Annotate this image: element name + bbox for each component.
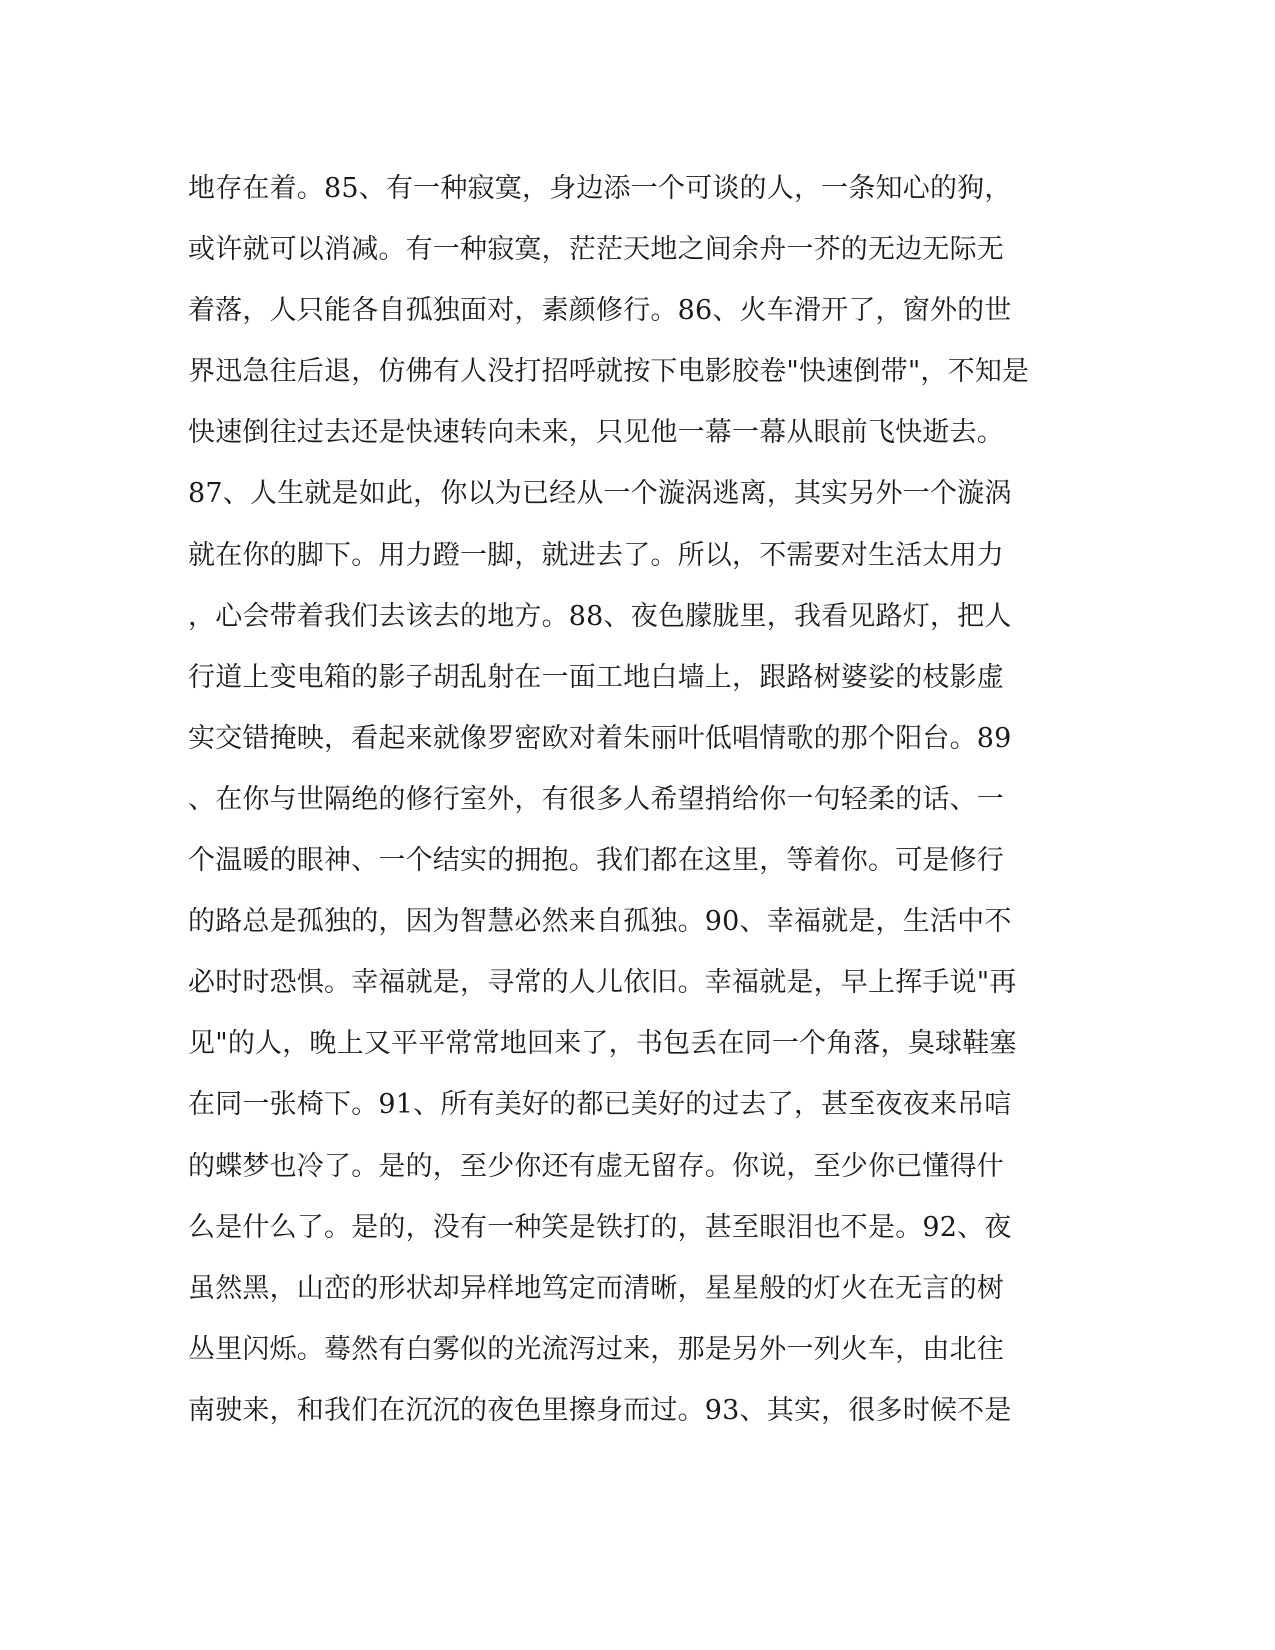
text-line: 南驶来，和我们在沉沉的夜色里擦身而过。93、其实，很多时候不是 — [188, 1394, 1012, 1426]
text-line: 界迅急往后退，仿佛有人没打招呼就按下电影胶卷"快速倒带"，不知是 — [188, 356, 1030, 388]
text-line: 快速倒往过去还是快速转向未来，只见他一幕一幕从眼前飞快逝去。 — [188, 417, 1004, 449]
text-line: 必时时恐惧。幸福就是，寻常的人儿依旧。幸福就是，早上挥手说"再 — [188, 967, 1017, 999]
text-line: 行道上变电箱的影子胡乱射在一面工地白墙上，跟路树婆娑的枝影虚 — [188, 661, 1004, 693]
text-line: 的路总是孤独的，因为智慧必然来自孤独。90、幸福就是，生活中不 — [188, 906, 1012, 938]
text-line: ，心会带着我们去该去的地方。88、夜色朦胧里，我看见路灯，把人 — [188, 600, 1012, 632]
text-line: 在同一张椅下。91、所有美好的都已美好的过去了，甚至夜夜来吊唁 — [188, 1089, 1012, 1121]
body-text — [188, 158, 1088, 1441]
text-line: 或许就可以消减。有一种寂寞，茫茫天地之间余舟一芥的无边无际无 — [188, 234, 1004, 266]
text-line: 么是什么了。是的，没有一种笑是铁打的，甚至眼泪也不是。92、夜 — [188, 1211, 1012, 1243]
text-line: 、在你与世隔绝的修行室外，有很多人希望捎给你一句轻柔的话、一 — [188, 783, 1004, 815]
text-line: 就在你的脚下。用力蹬一脚，就进去了。所以，不需要对生活太用力 — [188, 539, 1004, 571]
text-line: 见"的人，晚上又平平常常地回来了，书包丢在同一个角落，臭球鞋塞 — [188, 1028, 1017, 1060]
text-line: 的蝶梦也冷了。是的，至少你还有虚无留存。你说，至少你已懂得什 — [188, 1150, 1004, 1182]
text-line: 地存在着。85、有一种寂寞，身边添一个可谈的人，一条知心的狗， — [188, 173, 1012, 204]
text-line: 个温暖的眼神、一个结实的拥抱。我们都在这里，等着你。可是修行 — [188, 845, 1004, 877]
text-line: 87、人生就是如此，你以为已经从一个漩涡逃离，其实另外一个漩涡 — [188, 478, 1012, 510]
text-line: 实交错掩映，看起来就像罗密欧对着朱丽叶低唱情歌的那个阳台。89 — [188, 722, 1012, 754]
text-line: 丛里闪烁。蓦然有白雾似的光流泻过来，那是另外一列火车，由北往 — [188, 1333, 1004, 1365]
text-line: 着落，人只能各自孤独面对，素颜修行。86、火车滑开了，窗外的世 — [188, 295, 1012, 327]
text-line: 虽然黑，山峦的形状却异样地笃定而清晰，星星般的灯火在无言的树 — [188, 1272, 1004, 1304]
